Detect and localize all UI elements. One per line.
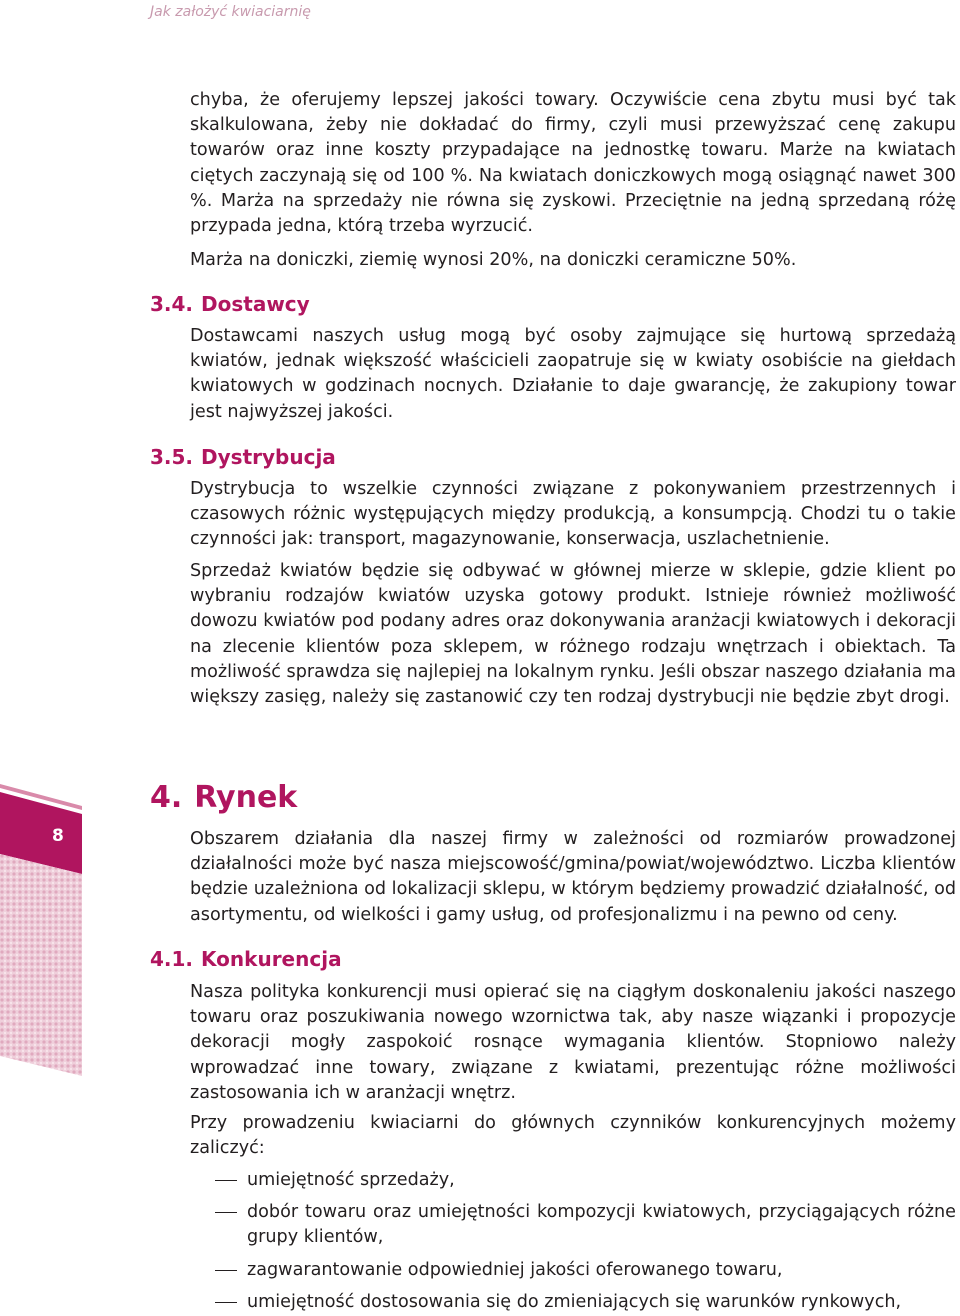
- section-3-5-number: 3.5.: [150, 445, 194, 469]
- chapter-4-heading: [150, 778, 297, 818]
- section-3-4-title: Dostawcy: [201, 292, 310, 316]
- list-item: zagwarantowanie odpowiedniej jakości oferowanego towaru,: [215, 1258, 956, 1283]
- running-header: Jak założyć kwiaciarnię: [150, 4, 311, 20]
- section-4-1-title: Konkurencja: [201, 947, 342, 971]
- section-4-1-number: 4.1.: [150, 947, 194, 971]
- section-3-4-paragraph: Dostawcami naszych usług mogą być osoby zajmujące się hurtową sprzedażą kwiatów, jednak większość właścicieli zaopatruje się w kwiaty osobiście na giełdach kwiatowych w godzinach nocnych. Działanie to daje gwarancję, że zakupiony towar jest najwyższej jakości.: [190, 326, 956, 422]
- page-number: 8: [52, 826, 64, 846]
- list-item: umiejętność sprzedaży,: [215, 1168, 956, 1193]
- section-3-4-number: 3.4.: [150, 292, 194, 316]
- section-3-5-title: Dystrybucja: [201, 445, 336, 469]
- section-4-1-paragraph-2: Przy prowadzeniu kwiaciarni do głównych czynników konkurencyjnych możemy zaliczyć:: [190, 1113, 956, 1159]
- list-item: umiejętność dostosowania się do zmieniających się warunków rynkowych,: [215, 1290, 956, 1315]
- section-3-4-heading: [150, 291, 310, 317]
- section-3-5-heading: [150, 444, 336, 470]
- section-3-5-paragraph-1: Dystrybucja to wszelkie czynności związane z pokonywaniem przestrzennych i czasowych różnic występujących między produkcją, a konsumpcją. Chodzi tu o takie czynności jak: transport, magazynowanie, konserwacja, uszlachetnienie.: [190, 479, 956, 550]
- list-item: dobór towaru oraz umiejętności kompozycji kwiatowych, przyciągających różne grupy klientów,: [215, 1200, 956, 1250]
- intro-paragraph-1: chyba, że oferujemy lepszej jakości towary. Oczywiście cena zbytu musi być tak skalkulowana, żeby nie dokładać do firmy, czyli musi przewyższać cenę zakupu towarów oraz inne koszty przypadające na jednostkę towaru. Marże na kwiatach ciętych zaczynają się od 100 %. Na kwiatach doniczkowych mogą osiągnąć nawet 300 %. Marża na sprzedaży nie równa się zyskowi. Przeciętnie na jedną sprzedaną różę przypada jedna, którą trzeba wyrzucić.: [190, 90, 956, 237]
- section-4-1-paragraph-1: Nasza polityka konkurencji musi opierać się na ciągłym doskonaleniu jakości naszego towaru oraz poszukiwania nowego wzornictwa tak, aby nasze wiązanki i propozycje dekoracji mogły zaspokoić rosnące wymagania klientów. Stopniowo należy wprowadzać inne towary, związane z kwiatami, prezentując różne możliwości zastosowania ich w aranżacji wnętrz.: [190, 982, 956, 1103]
- chapter-4-number: 4.: [150, 780, 183, 815]
- competition-factors-list: [215, 1168, 956, 1315]
- intro-paragraph-2: Marża na doniczki, ziemię wynosi 20%, na doniczki ceramiczne 50%.: [190, 250, 797, 270]
- photo-strip: [0, 854, 82, 1076]
- section-3-5-paragraph-2: Sprzedaż kwiatów będzie się odbywać w głównej mierze w sklepie, gdzie klient po wybraniu rodzajów kwiatów uzyska gotowy produkt. Istnieje również możliwość dowozu kwiatów pod podany adres oraz dokonywania aranżacji kwiatowych i dekoracji na zlecenie klientów poza sklepem, w różnego rodzaju wnętrzach i obiektach. Ta możliwość sprawdza się najlepiej na lokalnym rynku. Jeśli obszar naszego działania ma większy zasięg, należy się zastanowić czy ten rodzaj dystrybucji nie będzie zbyt drogi.: [190, 561, 956, 708]
- chapter-4-title: Rynek: [194, 780, 298, 815]
- side-tab: [0, 770, 90, 1090]
- section-4-1-heading: [150, 946, 342, 972]
- chapter-4-paragraph: Obszarem działania dla naszej firmy w zależności od rozmiarów prowadzonej działalności może być nasza miejscowość/gmina/powiat/województwo. Liczba klientów będzie uzależniona od lokalizacji sklepu, w którym będziemy prowadzić działalność, od asortymentu, od wielkości i gamy usług, od profesjonalizmu i na pewno od ceny.: [190, 829, 956, 925]
